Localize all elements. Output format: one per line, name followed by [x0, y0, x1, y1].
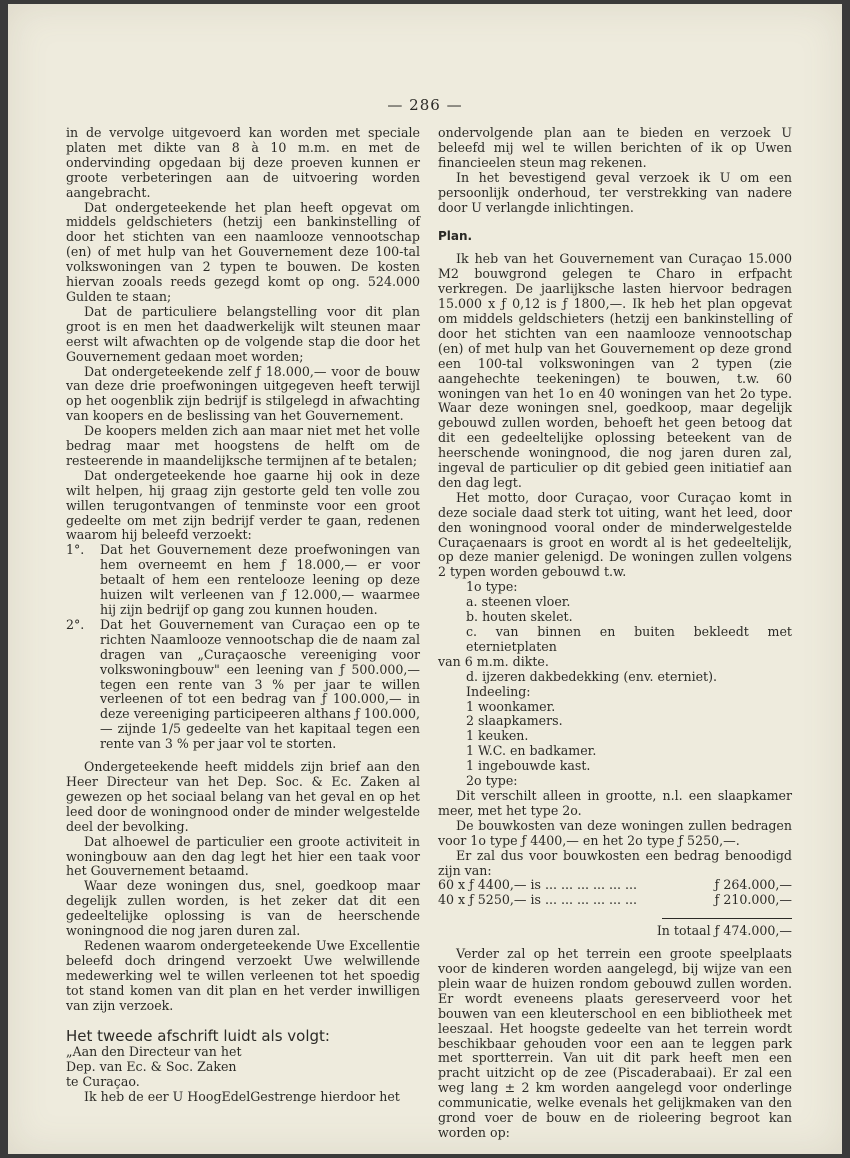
type-heading: 1o type: [466, 579, 518, 595]
paragraph: ondervolgende plan aan te bieden en verzoek U beleefd mij wel te willen berichten of ik op Uwen financieelen steun mag rekenen. [438, 125, 792, 170]
paragraph: Dat alhoewel de particulier een groote activiteit in woningbouw aan den dag legt het hier een taak voor het Gouvernement betaamd. [66, 833, 420, 879]
paragraph: Dat ondergeteekende zelf ƒ 18.000,— voor de bouw van deze drie proefwoningen uitgegeven heeft terwijl op het oogenblik zijn bedrijf is stilgelegd in afwachting van koopers en de beslissing van het Gouvernement. [66, 363, 420, 424]
item-text: Dat het Gouvernement van Curaçao een op te richten Naamlooze vennootschap die de naam zal dragen van „Curaçaosche vereeniging voor volkswoningbouw" een leening van ƒ 500.000,— tegen een rente van 3 % per jaar te willen verleenen of tot een bedrag van ƒ 100.000,— in deze vereeniging participeeren althans ƒ 100.000,— zijnde 1/5 gedeelte van het kapitaal tegen een rente van 3 % per jaar vol te storten. [100, 616, 420, 752]
room-item: 1 keuken. [466, 728, 529, 744]
room-item: 1 ingebouwde kast. [466, 758, 591, 774]
numbered-item [66, 618, 420, 752]
paragraph: Verder zal op het terrein een groote speelplaats voor de kinderen worden aangelegd, bij wijze van een plein waar de huizen rondom gebouwd zullen worden. Er wordt eveneens plaats gereserveerd voor het bouwen van een kleuterschool en een bibliotheek met leeszaal. Het hoogste gedeelte van het terrein wordt beschikbaar gehouden voor een aan te leggen park met sportterrein. Van uit dit park heeft men een pracht uitzicht op de zee (Piscaderabaai). Er zal een weg lang ± 2 km worden aangelegd voor onderlinge communicatie, welke evenals het gelijkmaken van den grond voer de bouw en de rioleering begroot kan worden op: [438, 946, 792, 1140]
paragraph: De koopers melden zich aan maar niet met het volle bedrag maar met hoogstens de helft om de resteerende in maandelijksche termijnen af te betalen; [66, 423, 420, 468]
paragraph: Ik heb de eer U HoogEdelGestrenge hierdoor het [84, 1089, 400, 1105]
spec-item: d. ijzeren dakbedekking (env. eterniet). [466, 668, 718, 684]
spec-item: c. van binnen en buiten bekleedt met eternietplaten [466, 624, 792, 654]
total-rule [662, 918, 792, 919]
paragraph: Dat ondergeteekende hoe gaarne hij ook in deze wilt helpen, hij graag zijn gestorte geld ten volle zou willen terugontvangen of tenminste voor een groot gedeelte om met zijn bedrijf verder te gaan, redenen waarom hij beleefd verzoekt: [66, 467, 420, 543]
right-column [438, 126, 792, 1141]
paragraph: Ik heb van het Gouvernement van Curaçao 15.000 M2 bouwgrond gelegen te Charo in erfpacht verkregen. De jaarlijksche lasten hiervoor bedragen 15.000 x ƒ 0,12 is ƒ 1800,—. Ik heb het plan opgevat om middels geldschieters (hetzij een bankinstelling of door het stichten van een naamlooze vennootschap (en) of met hulp van het Gouvernement op deze grond een 100-tal volkswoningen van 2 typen (zie aangehechte teekeningen) te bouwen, t.w. 60 woningen van het 1o en 40 woningen van het 2o type. Waar deze woningen snel, goedkoop, maar degelijk gebouwd zullen worden, behoeft het geen betoog dat dit een gedeeltelijke oplossing beteekent van de heerschende woningnood, die nog jaren duren zal, ingeval de particulier op dit gebied geen initiatief aan den dag legt. [438, 251, 792, 490]
plan-heading: Plan. [438, 229, 473, 244]
address-line: Dep. van Ec. & Soc. Zaken [66, 1059, 237, 1075]
cost-row [438, 878, 792, 893]
paragraph: Dat de particuliere belangstelling voor dit plan groot is en men het daadwerkelijk wilt steunen maar eerst wilt afwachten op de volgende stap die door het Gouvernement gedaan moet worden; [66, 303, 420, 364]
paragraph: Waar deze woningen dus, snel, goedkoop maar degelijk zullen worden, is het zeker dat dit een gedeeltelijke oplossing is van de heerschende woningnood die nog jaren duren zal. [66, 878, 420, 939]
cost-label: 60 x ƒ 4400,— is ... ... ... ... ... ... [438, 877, 638, 893]
cost-label: 40 x ƒ 5250,— is ... ... ... ... ... ... [438, 892, 638, 908]
numbered-item [66, 543, 420, 618]
paragraph: Ondergeteekende heeft middels zijn brief aan den Heer Directeur van het Dep. Soc. & Ec. Zaken al gewezen op het sociaal belang van het geval en op het leed door de woningnood onder de minder welgestelde deel der bevolking. [66, 759, 420, 834]
spec-item: b. houten skelet. [466, 609, 573, 625]
cost-total: In totaal ƒ 474.000,— [656, 923, 792, 939]
cost-row [438, 893, 792, 908]
item-marker: 1°. [66, 542, 85, 558]
page-number: — 286 — [387, 96, 463, 114]
paragraph: De bouwkosten van deze woningen zullen bedragen voor 1o type ƒ 4400,— en het 2o type ƒ 5250,—. [438, 817, 792, 848]
paragraph: Redenen waarom ondergeteekende Uwe Excellentie beleefd doch dringend verzoekt Uwe welwillende medewerking wel te willen verleenen tot het spoedig tot stand komen van dit plan en het verder inwilligen van zijn verzoek. [66, 937, 420, 1013]
paragraph: in de vervolge uitgevoerd kan worden met speciale platen met dikte van 8 à 10 m.m. en met de ondervinding opgedaan bij deze proeven kunnen er groote verbeteringen aan de uitvoering worden aangebracht. [66, 125, 420, 200]
indeling-heading: Indeeling: [466, 683, 531, 699]
paragraph: Het motto, door Curaçao, voor Curaçao komt in deze sociale daad sterk tot uiting, want het leed, door den woningnood vooral onder de minderwelgestelde Curaçaenaars is groot en wordt al is het gedeeltelijk, op deze manier gelenigd. De woningen zullen volgens 2 typen worden gebouwd t.w. [438, 489, 792, 580]
address-line: te Curaçao. [66, 1074, 140, 1090]
paragraph: Dit verschilt alleen in grootte, n.l. een slaapkamer meer, met het type 2o. [438, 787, 792, 818]
paragraph: In het bevestigend geval verzoek ik U om een persoonlijk onderhoud, ter verstrekking van nadere door U verlangde inlichtingen. [438, 169, 792, 215]
paragraph: Er zal dus voor bouwkosten een bedrag benoodigd zijn van: [438, 847, 792, 878]
spec-item: a. steenen vloer. [466, 594, 571, 610]
cost-amount: ƒ 210.000,— [714, 892, 792, 908]
type-heading: 2o type: [466, 773, 518, 789]
item-marker: 2°. [66, 616, 85, 632]
paragraph: Dat ondergeteekende het plan heeft opgevat om middels geldschieters (hetzij een bankinstelling of door het stichten van een naamlooze vennootschap (en) of met hulp van het Gouvernement deze 100-tal volkswoningen van 2 typen te bouwen. De kosten hiervan zooals reeds gezegd komt op ong. 524.000 Gulden te staan; [66, 199, 420, 304]
item-text: Dat het Gouvernement deze proefwoningen van hem overneemt en hem ƒ 18.000,— er voor betaalt of hem een rentelooze leening op deze huizen wilt verleenen van ƒ 12.000,— waarmee hij zijn bedrijf op gang zou kunnen houden. [100, 542, 420, 617]
cost-amount: ƒ 264.000,— [714, 877, 792, 893]
section-heading: Het tweede afschrift luidt als volgt: [66, 1027, 330, 1046]
address-line: „Aan den Directeur van het [66, 1044, 242, 1060]
room-item: 1 W.C. en badkamer. [466, 743, 597, 759]
left-column [66, 126, 420, 1105]
room-item: 1 woonkamer. [466, 698, 556, 714]
room-item: 2 slaapkamers. [466, 713, 563, 729]
spec-item-continued: van 6 m.m. dikte. [438, 653, 549, 669]
